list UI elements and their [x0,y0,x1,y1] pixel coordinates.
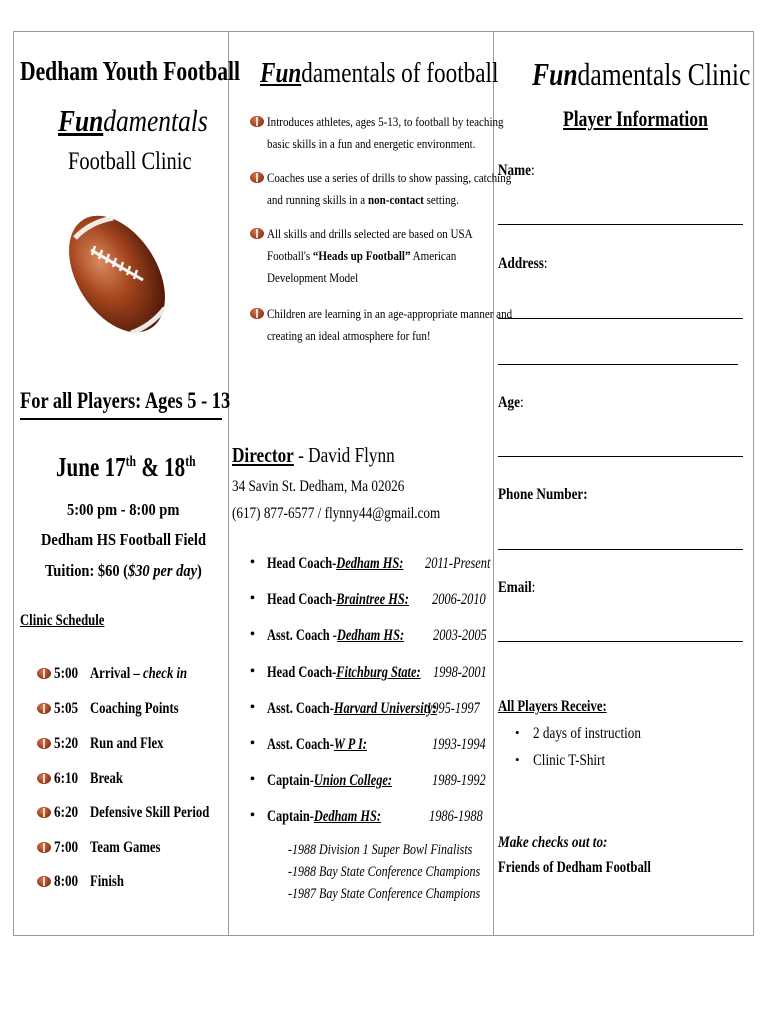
schedule-time: 6:10 [54,770,79,787]
coaching-row [250,591,490,613]
clinic-location: Dedham HS Football Field [41,530,206,549]
bullet-dot-icon: • [250,700,255,715]
bullet-dot-icon: • [250,627,255,642]
football-bullet-icon [250,308,264,319]
football-bullet-icon [250,172,264,183]
schedule-row [37,735,227,755]
player-information-heading: Player Information [563,106,708,131]
football-bullet-icon [37,703,51,714]
football-bullet-icon [37,876,51,887]
schedule-time: 5:05 [54,700,79,717]
schedule-row [37,839,227,859]
schedule-time: 6:20 [54,804,79,821]
coaching-years: 1998-2001 [433,664,487,681]
bullet-dot-icon: • [515,752,520,767]
football-bullet-icon [37,773,51,784]
coaching-row [250,627,490,649]
email-label: Email: [498,579,536,596]
championship-item: -1988 Bay State Conference Champions [288,864,481,880]
director-contact: (617) 877-6577 / flynny44@gmail.com [232,505,441,522]
coaching-role: Captain-Union College: [267,772,393,789]
phone-field[interactable] [498,549,743,550]
email-field[interactable] [498,641,743,642]
schedule-row [37,665,227,685]
schedule-time: 8:00 [54,873,79,890]
schedule-activity: Arrival – check in [90,665,188,682]
ages-underline [20,418,222,420]
address-field-line-1[interactable] [498,318,743,319]
bullet-dot-icon: • [250,555,255,570]
checks-payee: Friends of Dedham Football [498,859,651,876]
age-field[interactable] [498,456,743,457]
football-bullet-icon [37,668,51,679]
all-players-receive-heading: All Players Receive: [498,698,607,715]
coaching-row [250,772,490,794]
coaching-role: Asst. Coach-W P I: [267,736,367,753]
coaching-years: 2003-2005 [433,627,487,644]
football-bullet-icon [37,842,51,853]
make-checks-label: Make checks out to: [498,834,608,851]
schedule-activity: Defensive Skill Period [90,804,210,821]
clinic-dates: June 17th & 18th [56,452,196,482]
coaching-role: Head Coach-Fitchburg State: [267,664,421,681]
coaching-row [250,700,490,722]
coaching-role: Head Coach-Dedham HS: [267,555,404,572]
column-divider-left [228,31,229,936]
coaching-role: Asst. Coach-Harvard University: [267,700,437,717]
bullet-dot-icon: • [250,736,255,751]
coaching-years: 2006-2010 [432,591,486,608]
address-label: Address: [498,255,548,272]
schedule-time: 5:00 [54,665,79,682]
clinic-title: Dedham Youth Football [20,56,241,86]
schedule-row [37,770,227,790]
coaching-years: 1993-1994 [432,736,486,753]
coaching-years: 1989-1992 [432,772,486,789]
schedule-row [37,804,227,824]
coaching-years: 2011-Present [425,555,491,572]
football-bullet-icon [250,116,264,127]
address-field-line-2[interactable] [498,364,738,365]
coaching-role: Head Coach-Braintree HS: [267,591,409,608]
football-icon [55,208,180,343]
football-bullet-icon [37,738,51,749]
bullet-dot-icon: • [250,591,255,606]
name-label: Name: [498,162,535,179]
schedule-activity: Team Games [90,839,161,856]
football-bullet-icon [37,807,51,818]
schedule-activity: Coaching Points [90,700,179,717]
football-bullet-icon [250,228,264,239]
age-label: Age: [498,394,524,411]
coaching-row [250,736,490,758]
football-clinic-subtitle: Football Clinic [68,148,192,175]
name-field[interactable] [498,224,743,225]
coaching-row [250,555,490,577]
schedule-title: Clinic Schedule [20,612,105,629]
tuition: Tuition: $60 ($30 per day) [45,561,202,580]
schedule-time: 7:00 [54,839,79,856]
schedule-activity: Finish [90,873,124,890]
championship-item: -1988 Division 1 Super Bowl Finalists [288,842,473,858]
schedule-activity: Run and Flex [90,735,164,752]
director-address: 34 Savin St. Dedham, Ma 02026 [232,478,405,495]
bullet-dot-icon: • [250,808,255,823]
bullet-dot-icon: • [250,664,255,679]
schedule-activity: Break [90,770,123,787]
schedule-row [37,873,227,893]
bullet-dot-icon: • [515,725,520,740]
bullet-dot-icon: • [250,772,255,787]
championship-item: -1987 Bay State Conference Champions [288,886,481,902]
fundamentals-of-football-title: Fundamentals of football [260,57,499,89]
fundamentals-clinic-title: Fundamentals Clinic [532,56,751,92]
director-heading: Director - David Flynn [232,443,395,467]
clinic-time: 5:00 pm - 8:00 pm [67,500,180,519]
coaching-row [250,664,490,686]
schedule-row [37,700,227,720]
coaching-role: Captain-Dedham HS: [267,808,382,825]
ages-banner: For all Players: Ages 5 - 13 [20,388,231,413]
schedule-time: 5:20 [54,735,79,752]
coaching-years: 1995-1997 [426,700,480,717]
coaching-row [250,808,490,830]
coaching-role: Asst. Coach -Dedham HS: [267,627,405,644]
coaching-years: 1986-1988 [429,808,483,825]
phone-label: Phone Number: [498,486,588,503]
fundamentals-heading: Fundamentals [58,103,208,138]
